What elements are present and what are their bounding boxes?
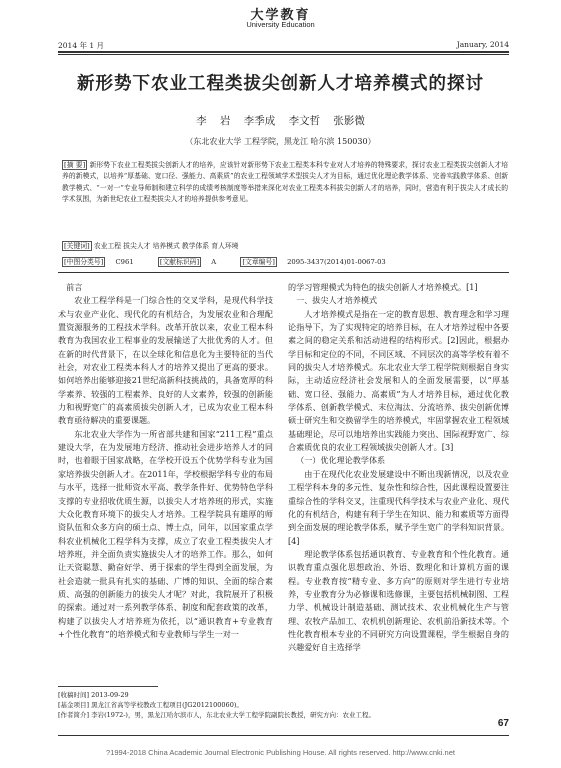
article-number-value: 2095-3437(2014)01-0067-03 [287,258,386,266]
footer-rule [58,735,509,736]
paragraph: 的学习管理模式为特色的拔尖创新人才培养模式。[1] [288,282,478,292]
paragraph: 理论教学体系包括通识教育、专业教育和个性化教育。通识教育重点强化思想政治、外语、数理化和计算机方面的课程。专业教育按“精专业、多方向”的原则对学生进行专业培养，专业教育分为必修课和选修课，主要包括机械制图、工程力学、机械设计制造基础、测试技术、农业机械化生产与管理、农牧产品加工、农机机创新理论、农机前沿新技术等。个性化教育根本专业的不同研究方向设置课程，学生根据自身的兴趣爱好自主选择学 [288,548,509,653]
abstract-rule [58,272,509,273]
issue-date-en: January, 2014 [456,40,509,49]
keywords-label: [关键词] [64,242,90,250]
footnote-rule [58,686,158,687]
paragraph: 由于在现代化农业发展建设中不断出现新情况，以及农业工程学科本身的多元性、复杂性和综合性，因此课程设置要注重综合性的学科交叉，注重现代科学技术与农业产业化、现代化的有机结合，构建有利于学生在知识、能力和素质等方面得到全面发展的理论教学体系，赋予学生宽广的学科知识背景。[4] [288,468,509,546]
keywords-text: 农业工程 拔尖人才 培养模式 教学体系 育人环境 [93,242,239,250]
paragraph: 农业工程学科是一门综合性的交叉学科，是现代科学技术与农业产业化、现代化的有机结合，为发展农业和合理配置资源服务的工程技术学科。改革开放以来，农业工程本科教育为我国农业工程事业的发展输送了大批优秀的人才。但在新的时代背景下，在以全球化和信息化为主要特征的当代社会，对农业工程类本科人才的培养又提出了更高的要求。如何培养出能够迎接21世纪高新科技挑战的，具备宽厚的科学素养、较强的工程素养、良好的人文素养，较强的创新能力和视野宽广的高素质拔尖创新人才，已成为农业工程本科教育亟待解决的重要课题。 [58,295,273,426]
classification-line [62,256,508,266]
doc-code-value: A [211,258,217,266]
journal-english-name: University Education [246,20,315,29]
keywords [62,240,508,250]
copyright-footer: ?1994-2018 China Academic Journal Electronic Publishing House. All rights reserved. http://www.cnki.net [106,748,455,757]
footnote-author: [作者简介] 李岩(1972-)，男，黑龙江哈尔滨市人，东北农业大学工程学院副院长教授，研究方向：农业工程。 [58,711,375,719]
article-number-label: [文章编号] [242,258,275,266]
page-number: 67 [497,718,509,729]
affiliation: （东北农业大学 工程学院，黑龙江 哈尔滨 150030） [185,137,376,146]
footnote-funding: [基金项目] 黑龙江省高等学校教改工程项目(JG2012100060)。 [58,701,243,709]
clc-label: [中图分类号] [64,258,104,266]
section-heading: 前言 [66,282,83,292]
section-heading: （一）优化理论教学体系 [296,455,386,466]
article-title: 新形势下农业工程类拔尖创新人才培养模式的探讨 [77,74,484,94]
journal-logo: 大学教育 [250,8,311,23]
paragraph: 人才培养模式是指在一定的教育思想、教育理念和学习理论指导下，为了实现特定的培养目标，在人才培养过程中各要素之间的稳定关系和活动进程的结构形式。[2]因此，根据办学目标和定位的不同，不同区域、不同层次的高等学校有着不同的拔尖人才培养模式。东北农业大学工程学院则根据自身实际，主动适应经济社会发展和人的全面发展需要，以“厚基础、宽口径、强能力、高素质”为人才培养目标，通过优化教学体系、创新教学模式、末位淘汰、分流培养、拔尖创新优博硕士研究生和交换留学生的培养模式，牢固掌握农业工程领域基础理论，尽可以地培养出实践能力突出、国际视野宽广、综合素质优良的农业工程领域拔尖创新人才。[3] [288,308,509,453]
clc-value: C961 [115,258,134,266]
paragraph: 东北农业大学作为一所省部共建和国家“211工程”重点建设大学，在为发展地方经济、推动社会进步培养人才的同时，也着眼于国家战略，在学校开设五个优势学科专业为国家培养拔尖创新人才。在2011年，学校根据学科专业的布局与水平，选择一批师资水平高、教学条件好、优势特色学科支撑的专业招收优质生源，以拔尖人才培养班的形式，实施大众化教育环境下的拔尖人才培养。工程学院具有雄厚的师资队伍和众多方向的硕士点、博士点，同年，以国家重点学科农业机械化工程学科为支撑，成立了农业工程类拔尖人才培养班，并全面负责实施拔尖人才的培养工作。那么，如何让天资聪慧、勤奋好学、勇于探索的学生得到全面发展，为社会造就一批具有扎实的基础、广博的知识、全面的综合素质、高强的创新能力的拔尖人才呢？对此，我院展开了积极的探索。通过对一系列教学体系、制度和配套政策的改革，构建了以拔尖人才培养班为依托，以“通识教育+专业教育+个性化教育”的培养模式和专业教师与学生一对一 [58,428,273,639]
body-left-column [58,281,273,641]
abstract-label: [摘 要] [64,161,86,169]
doc-code-label: [文献标识码] [159,258,200,266]
abstract-text: 新形势下农业工程类拔尖创新人才的培养，应该针对新形势下农业工程类本科专业对人才培养的特殊要求，探讨农业工程类拔尖创新人才培养的新模式，以培养“厚基础、宽口径、强能力、高素质”的农业工程领域学术型拔尖人才为目标，通过优化理论教学体系、完善实践教学体系、创新教学模式、“一对一”专业导师制和建立科学的成绩考核制度等举措来深化对农业工程类本科拔尖创新人才的培养，同时，营造有利于拔尖人才成长的学术氛围，为新世纪农业工程类拔尖人才的培养提供参考意见。 [62,161,509,204]
authors: 李 岩 李季成 李文哲 张影微 [196,115,365,127]
footnote-received: [收稿时间] 2013-09-29 [58,691,129,699]
body-right-column [288,281,509,655]
header-rule [58,51,509,53]
issue-date-cn: 2014 年 1 月 [58,41,105,50]
header-rule-thin [58,54,509,55]
section-heading: 一、拔尖人才培养模式 [296,295,378,306]
abstract [62,160,508,206]
